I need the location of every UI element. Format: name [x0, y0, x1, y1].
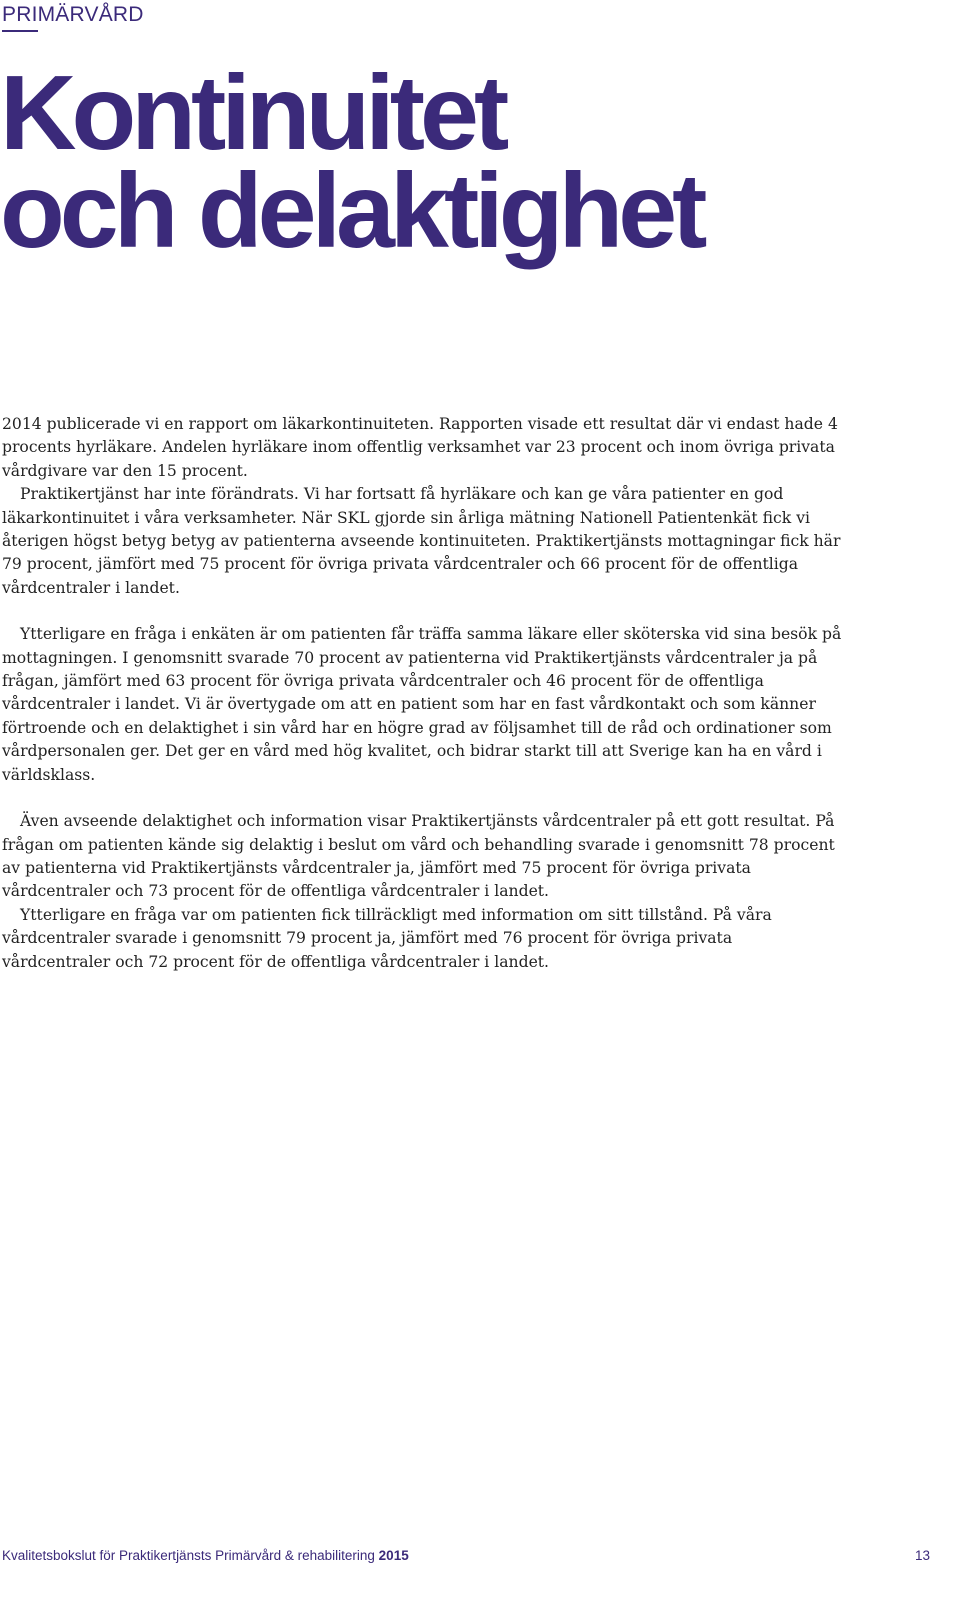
section-label: PRIMÄRVÅRD [2, 3, 144, 26]
paragraph-same-doctor: Ytterligare en fråga i enkäten är om patienten får träffa samma läkare eller sköterska vid sina besök på mottagningen. I genomsnitt svarade 70 procent av patienterna vid Praktikertjänsts vårdcentraler ja på frågan, jämfört med 63 procent för övriga privata vårdcentraler och 46 procent för de offentliga vårdcentraler i landet. Vi är övertygade om att en patient som har en fast vårdkontakt och som känner förtroende och en delaktighet i sin vård har en högre grad av följsamhet till de råd och ordinationer som vårdpersonalen ger. Det ger en vård med hög kvalitet, och bidrar starkt till att Sverige kan ha en vård i världsklass. [2, 625, 842, 784]
article-body [2, 413, 844, 974]
paragraph-intro: 2014 publicerade vi en rapport om läkarkontinuiteten. Rapporten visade ett resultat där vi endast hade 4 procents hyrläkare. Andelen hyrläkare inom offentlig verksamhet var 23 procent och inom övriga privata vårdgivare var den 15 procent. [2, 415, 838, 480]
footer-title-text: Kvalitetsbokslut för Praktikertjänsts Primärvård & rehabilitering [2, 1548, 375, 1563]
page-title [0, 54, 703, 270]
page-title-line-1: Kontinuitet [0, 54, 505, 172]
footer-year: 2015 [378, 1548, 409, 1563]
section-rule [2, 30, 38, 32]
page-title-line-2: och delaktighet [0, 152, 703, 270]
paragraph-information: Ytterligare en fråga var om patienten fick tillräckligt med information om sitt tillstånd. På våra vårdcentraler svarade i genomsnitt 79 procent ja, jämfört med 76 procent för övriga privata vårdcentraler och 72 procent för de offentliga vårdcentraler i landet. [2, 905, 772, 971]
page-number: 13 [914, 1548, 930, 1563]
paragraph-continuity: Praktikertjänst har inte förändrats. Vi har fortsatt få hyrläkare och kan ge våra patienter en god läkarkontinuitet i våra verksamheter. När SKL gjorde sin årliga mätning Nationell Patientenkät fick vi återigen högst betyg betyg av patienterna avseende kontinuiteten. Praktikertjänsts mottagningar fick här 79 procent, jämfört med 75 procent för övriga privata vårdcentraler och 66 procent för de offentliga vårdcentraler i landet. [2, 485, 841, 597]
paragraph-participation: Även avseende delaktighet och information visar Praktikertjänsts vårdcentraler på ett gott resultat. På frågan om patienten kände sig delaktig i beslut om vård och behandling svarade i genomsnitt 78 procent av patienterna vid Praktikertjänsts vårdcentraler ja, jämfört med 75 procent för övriga privata vårdcentraler och 73 procent för de offentliga vårdcentraler i landet. [2, 812, 835, 901]
footer-title [2, 1548, 409, 1563]
